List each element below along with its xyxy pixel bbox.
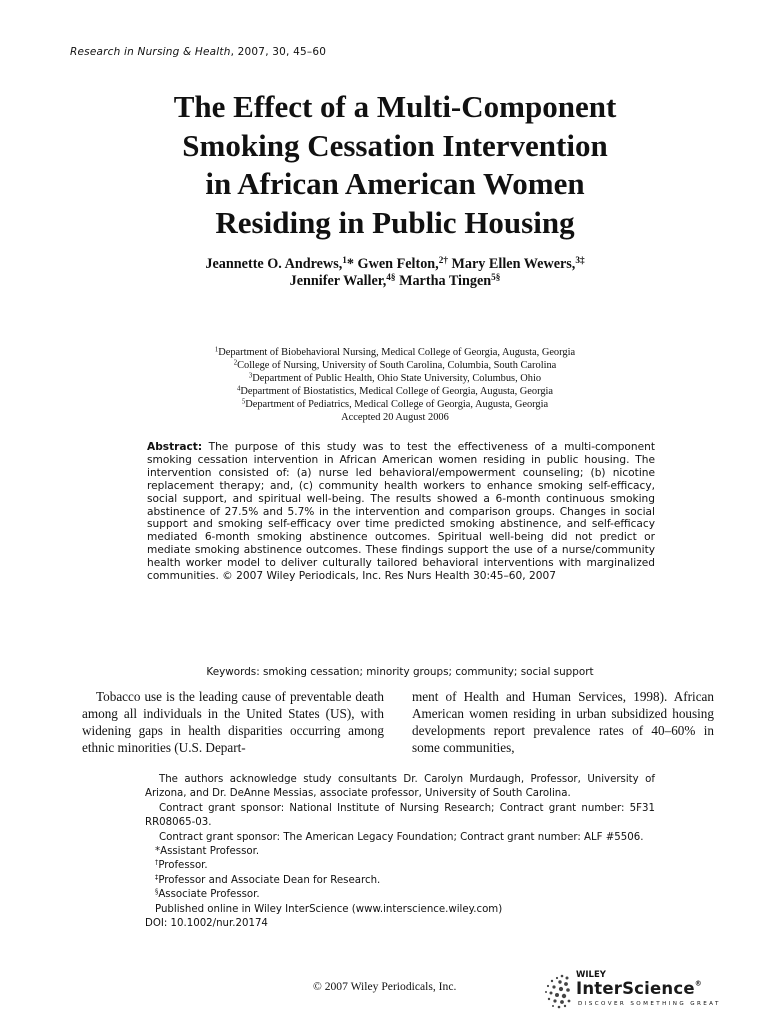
footnote-text: Associate Professor. [158,889,260,901]
author-name: Gwen Felton, [357,256,439,272]
affiliation-number: 4 [236,385,241,393]
author-line [70,273,720,290]
affiliation [70,372,720,385]
affiliation-text: Department of Biostatistics, Medical College of Georgia, Augusta, Georgia [240,386,554,397]
footnote-role [145,888,655,902]
footnote-grant: Contract grant sponsor: The American Legacy Foundation; Contract grant number: ALF #5506. [159,831,644,843]
footnote-role [145,874,655,888]
wiley-wordmark: WILEY [576,970,606,980]
author-symbol: * [346,256,354,272]
affiliation-text: Department of Biobehavioral Nursing, Medical College of Georgia, Augusta, Georgia [218,347,576,358]
author-affil-mark: 4§ [386,271,396,282]
title-line: Smoking Cessation Intervention [182,127,608,163]
interscience-wordmark [576,979,702,998]
journal-name: Research in Nursing & Health [70,46,231,58]
footnote-acknowledgment: The authors acknowledge study consultants Dr. Carolyn Murdaugh, Professor, University of Arizona, and Dr. DeAnne Messias, associate professor, University of South Carolina. [145,774,655,800]
footnote-mark: § [155,887,159,896]
title-line: Residing in Public Housing [215,204,575,240]
abstract-label: Abstract: [147,441,203,453]
affiliation-text: College of Nursing, University of South Carolina, Columbia, South Carolina [237,360,557,371]
body-paragraph: ment of Health and Human Services, 1998). African American women residing in urban subsidized housing developments report prevalence rates of 40–60% in some communities, [412,689,714,755]
footnotes [145,773,655,931]
article-title [70,88,720,242]
affiliations [70,346,720,424]
interscience-logo [538,969,721,1013]
journal-citation [70,46,326,58]
author-name: Jeannette O. Andrews, [205,256,343,272]
affiliation-number: 1 [214,346,219,354]
affiliation [70,385,720,398]
keywords: Keywords: smoking cessation; minority groups; community; social support [206,666,594,678]
affiliation [70,346,720,359]
author-list [70,256,720,290]
affiliation [70,398,720,411]
author-name: Jennifer Waller, [289,273,387,289]
copyright-notice: © 2007 Wiley Periodicals, Inc. [313,980,457,993]
registered-mark: ® [694,979,702,988]
journal-volume: , 2007, 30, 45–60 [230,46,327,58]
logo-tagline: DISCOVER SOMETHING GREAT [578,1001,721,1007]
footnote-grant: Contract grant sponsor: National Institute of Nursing Research; Contract grant number: 5F31 RR08065-03. [145,802,655,829]
affiliation-text: Department of Pediatrics, Medical College of Georgia, Augusta, Georgia [245,399,549,410]
affiliation-number: 3 [248,372,253,380]
abstract [147,441,655,583]
footnote-published: Published online in Wiley InterScience (www.interscience.wiley.com) [155,903,503,915]
footnote-doi: DOI: 10.1002/nur.20174 [145,918,268,930]
title-line: The Effect of a Multi-Component [173,89,617,124]
footnote-mark: ‡ [155,873,159,882]
author-affil-mark: 2† [438,254,448,265]
author-affil-mark: 3‡ [575,254,585,265]
author-affil-mark: 1 [342,254,347,265]
author-name: Martha Tingen [399,273,492,289]
footnote-role [145,859,655,873]
title-line: in African American Women [205,166,585,201]
brand-text: InterScience [576,979,695,998]
body-column-right [412,688,714,756]
accepted-date: Accepted 20 August 2006 [341,412,449,423]
author-affil-mark: 5§ [491,271,501,282]
globe-dots-icon [540,973,574,1009]
footnote-role: *Assistant Professor. [155,846,260,858]
abstract-text: The purpose of this study was to test the effectiveness of a multi-component smoking cessation intervention in African American women residing in public housing. The intervention consisted of: (a) nurse led behavioral/empowerment counseling; (b) nicotine replacement therapy; and, (c) community health workers to enhance smoking self-efficacy, social support, and spiritual well-being. The results showed a 6-month continuous smoking abstinence of 27.5% and 5.7% in the intervention and comparison groups. Changes in social support and smoking self-efficacy over time predicted smoking abstinence, and self-efficacy mediated 6-month smoking abstinence outcomes. Spiritual well-being did not predict or mediate smoking abstinence outcomes. These findings support the use of a nurse/community health worker model to deliver culturally tailored behavioral interventions with marginalized communities. © 2007 Wiley Periodicals, Inc. Res Nurs Health 30:45–60, 2007 [147,441,655,583]
footnote-text: Professor and Associate Dean for Research. [158,874,381,886]
affiliation-number: 2 [233,359,238,367]
affiliation-number: 5 [241,398,246,406]
affiliation-text: Department of Public Health, Ohio State University, Columbus, Ohio [252,373,542,384]
body-paragraph: Tobacco use is the leading cause of preventable death among all individuals in the United States (US), with widening gaps in health disparities occurring among ethnic minorities (U.S. Depart- [82,689,384,755]
author-name: Mary Ellen Wewers, [451,256,576,272]
footnote-text: Professor. [158,860,208,872]
affiliation [70,359,720,372]
footnote-mark: † [155,858,159,867]
body-column-left [82,688,384,756]
author-line [70,256,720,273]
